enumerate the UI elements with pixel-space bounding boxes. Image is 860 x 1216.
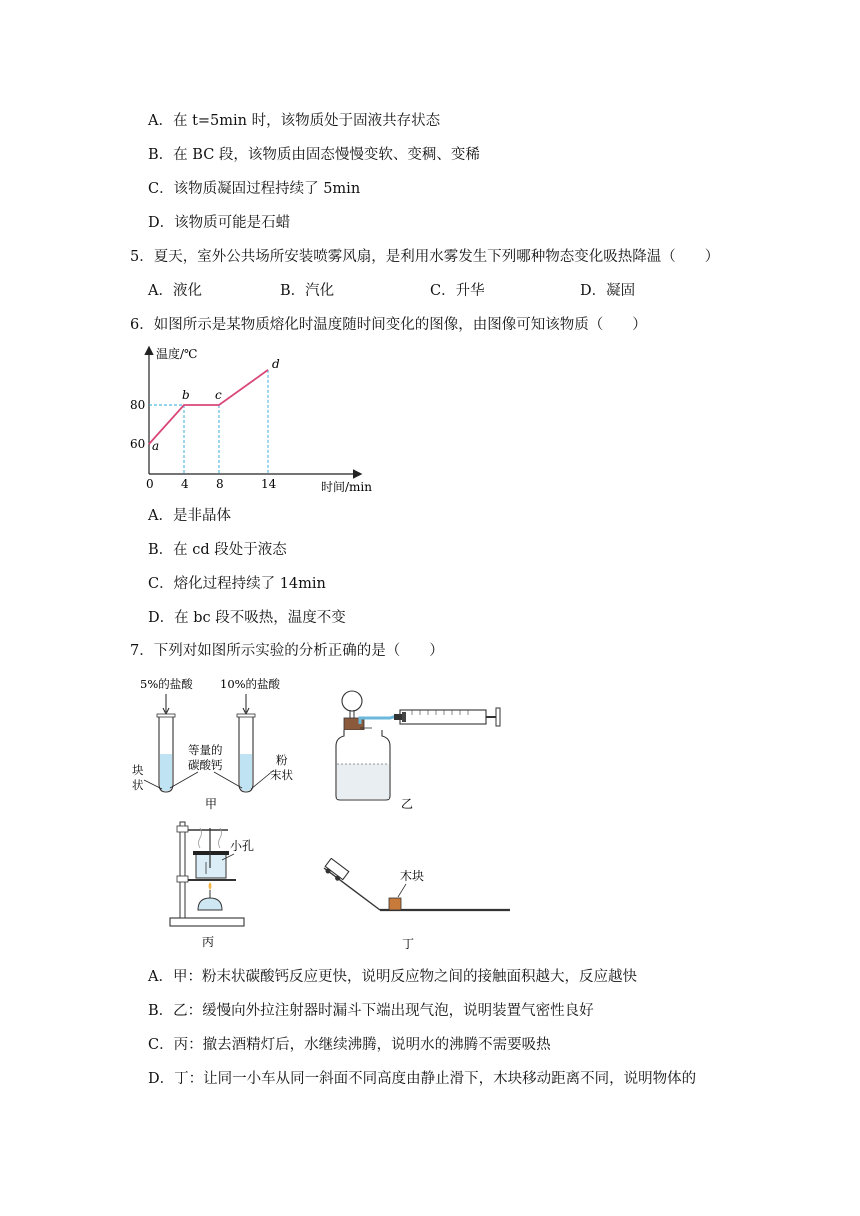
caption-bing: 丙 <box>202 935 215 949</box>
label-equal-amount: 等量的 <box>188 743 223 757</box>
cart <box>323 858 349 883</box>
q6-option-a: A．是非晶体 <box>148 508 231 524</box>
q6-option-b: B．在 cd 段处于液态 <box>148 542 287 558</box>
figure-yi-airtightness <box>330 688 510 813</box>
label-powder-1: 粉 <box>276 753 288 767</box>
series-line <box>149 370 268 444</box>
q7-option-d: D．丁：让同一小车从同一斜面不同高度由静止滑下，木块移动距离不同，说明物体的 <box>148 1071 697 1087</box>
q5-option-b: B．汽化 <box>280 283 335 299</box>
q4-option-c: C．该物质凝固过程持续了 5min <box>148 181 361 197</box>
q4-option-b: B．在 BC 段，该物质由固态慢慢变软、变稠、变稀 <box>148 147 480 163</box>
q4-option-d: D．该物质可能是石蜡 <box>148 215 291 231</box>
label-wood-block: 木块 <box>400 869 425 883</box>
q6-stem: 6．如图所示是某物质熔化时温度随时间变化的图像，由图像可知该物质（ ） <box>130 317 647 333</box>
q5-option-d: D．凝固 <box>580 283 636 299</box>
x-tick-label: 8 <box>216 477 224 491</box>
test-tube-left <box>157 714 175 792</box>
caption-jia: 甲 <box>205 797 218 811</box>
q5-option-a: A．液化 <box>148 283 202 299</box>
figure-bing-boiling <box>166 818 276 953</box>
y-axis-label: 温度/℃ <box>156 347 198 361</box>
caption-yi: 乙 <box>401 797 414 811</box>
y-tick-label: 80 <box>130 398 146 412</box>
x-tick-label: 0 <box>146 477 154 491</box>
q7-option-b: B．乙：缓慢向外拉注射器时漏斗下端出现气泡，说明装置气密性良好 <box>148 1003 594 1019</box>
x-axis-label: 时间/min <box>321 480 372 494</box>
bottle <box>336 718 390 800</box>
q6-option-c: C．熔化过程持续了 14min <box>148 576 326 592</box>
label-calcium-carbonate: 碳酸钙 <box>188 758 223 772</box>
q5-stem: 5．夏天，室外公共场所安装喷雾风扇，是利用水雾发生下列哪种物态变化吸热降温（ ） <box>130 249 720 265</box>
test-tube-right <box>237 714 255 792</box>
x-tick-label: 4 <box>181 477 189 491</box>
point-label-a: a <box>152 439 160 453</box>
point-label-b: b <box>182 388 190 402</box>
wood-block <box>389 898 401 910</box>
label-10pct-acid: 10%的盐酸 <box>220 677 281 691</box>
figure-jia-test-tubes <box>128 672 308 812</box>
point-label-c: c <box>215 388 222 402</box>
label-small-hole: 小孔 <box>230 839 255 853</box>
q5-option-c: C．升华 <box>430 283 485 299</box>
syringe <box>394 708 500 726</box>
alcohol-lamp <box>198 882 222 910</box>
y-tick-label: 60 <box>130 437 146 451</box>
label-block-1: 块 <box>132 763 144 777</box>
q7-option-a: A．甲：粉末状碳酸钙反应更快，说明反应物之间的接触面积越大，反应越快 <box>148 969 637 985</box>
q7-option-c: C．丙：撤去酒精灯后，水继续沸腾，说明水的沸腾不需要吸热 <box>148 1037 551 1053</box>
caption-ding: 丁 <box>402 937 415 951</box>
q5-options <box>0 281 860 301</box>
q7-stem: 7．下列对如图所示实验的分析正确的是（ ） <box>130 643 444 659</box>
label-block-2: 状 <box>132 778 144 792</box>
point-label-d: d <box>272 356 280 371</box>
temperature-time-chart <box>128 340 398 500</box>
label-powder-2: 末状 <box>270 768 293 782</box>
x-tick-label: 14 <box>261 477 277 491</box>
q4-option-a: A．在 t=5min 时，该物质处于固液共存状态 <box>148 113 441 129</box>
q6-option-d: D．在 bc 段不吸热，温度不变 <box>148 610 346 626</box>
beaker <box>193 828 229 878</box>
label-5pct-acid: 5%的盐酸 <box>140 677 193 691</box>
figure-ding-incline <box>318 858 518 953</box>
